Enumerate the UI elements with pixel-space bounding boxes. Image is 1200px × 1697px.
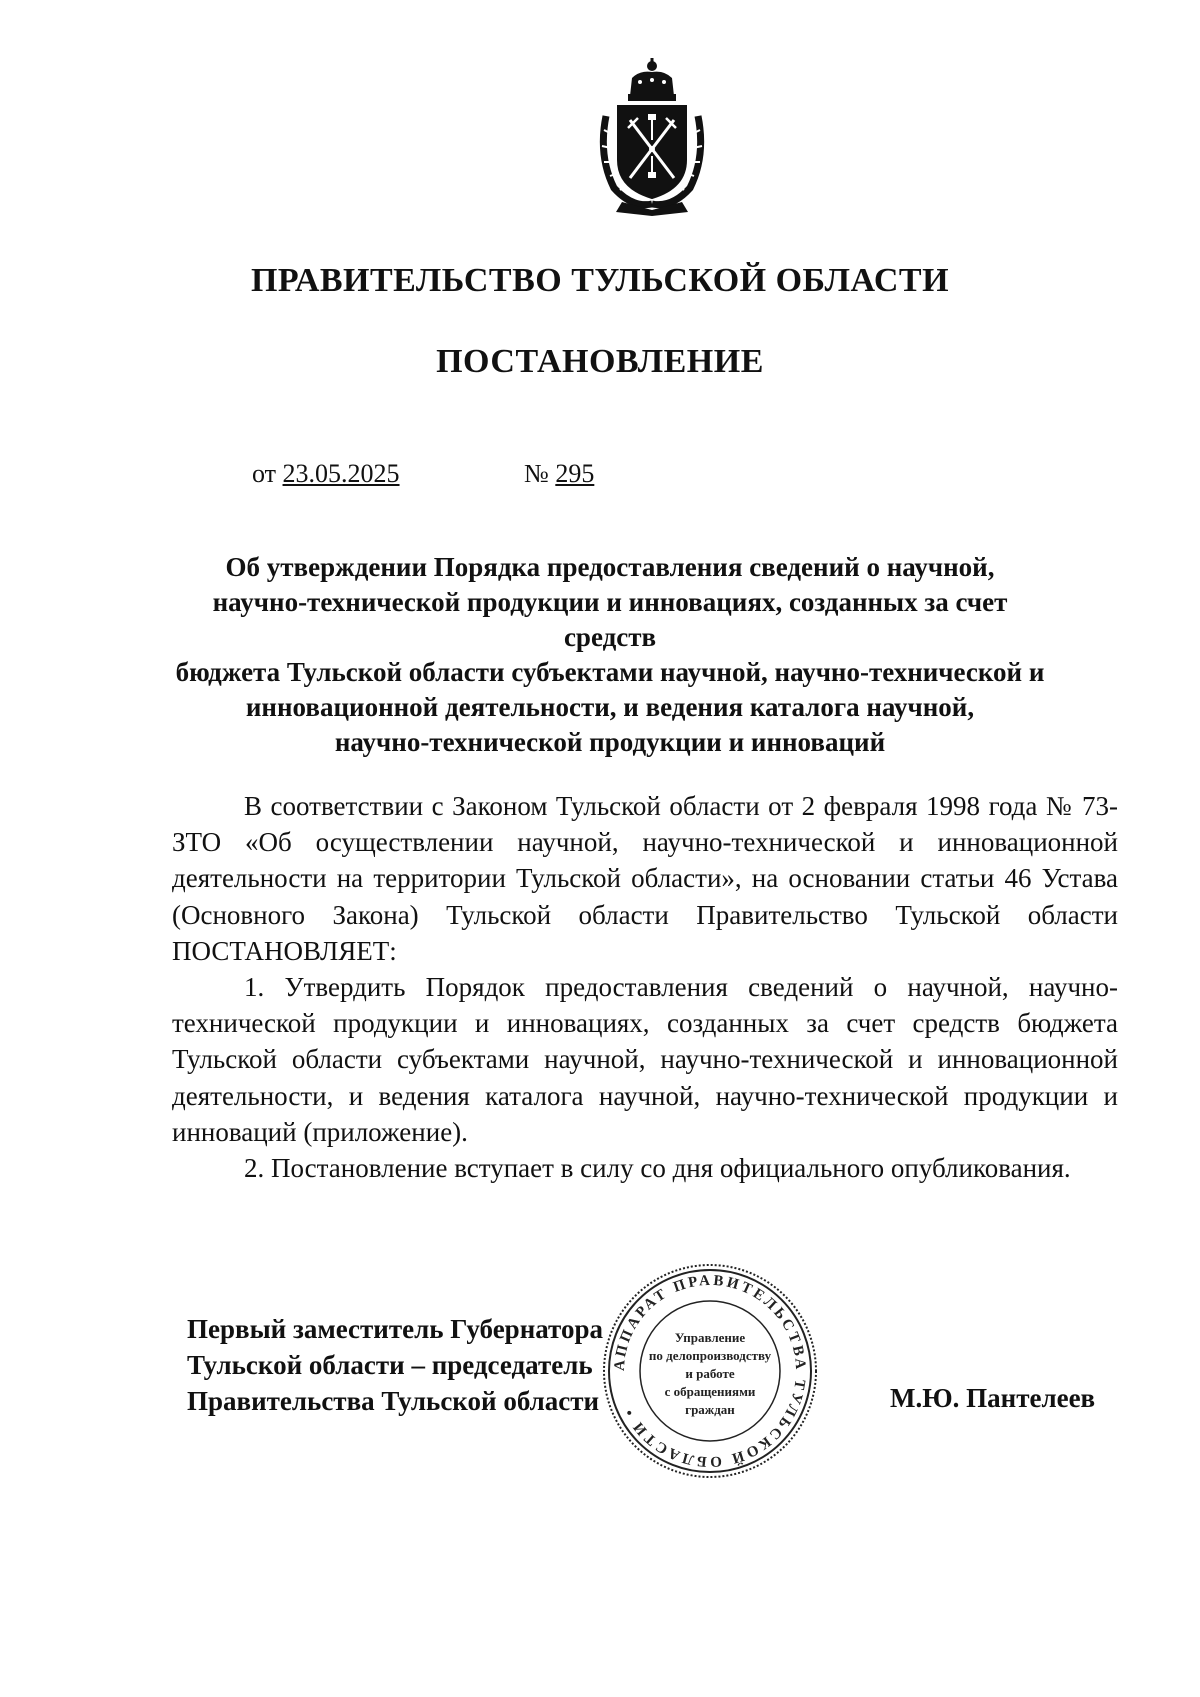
stamp-outer-text: АППАРАТ ПРАВИТЕЛЬСТВА ТУЛЬСКОЙ ОБЛАСТИ • [611, 1272, 809, 1470]
document-number [524, 459, 594, 489]
stamp-inner-line: и работе [685, 1366, 735, 1381]
document-type: ПОСТАНОВЛЕНИЕ [436, 343, 764, 380]
subject-line: инновационной деятельности, и ведения каталога научной, [245, 692, 975, 722]
tula-coat-of-arms-icon [592, 56, 712, 216]
document-date [252, 459, 400, 489]
organization-title: ПРАВИТЕЛЬСТВО ТУЛЬСКОЙ ОБЛАСТИ [250, 262, 950, 299]
subject-line: научно-технической продукции и инноваций [334, 727, 886, 757]
document-body [172, 788, 1118, 1186]
document-subject [170, 550, 1050, 760]
official-stamp [600, 1262, 820, 1480]
signer-position-line: Тульской области – председатель [187, 1350, 593, 1380]
subject-line: бюджета Тульской области субъектами научной, научно-технической и [175, 657, 1045, 687]
stamp-inner-line: с обращениями [664, 1384, 756, 1399]
number-value: 295 [555, 459, 595, 488]
date-prefix: от [252, 459, 277, 488]
signer-name: М.Ю. Пантелеев [890, 1383, 1096, 1413]
clause-1-paragraph: 1. Утвердить Порядок предоставления сведений о научной, научно-технической продукции и инновациях, созданных за счет средств бюджета Тульской области субъектами научной, научно-технической и инновационной деятельности, и ведения каталога научной, научно-технической продукции и инноваций (приложение). [172, 972, 1118, 1147]
signer-position [187, 1311, 603, 1419]
stamp-inner-line: Управление [674, 1330, 746, 1345]
coat-of-arms [592, 56, 712, 216]
date-value: 23.05.2025 [282, 459, 400, 488]
subject-line: Об утверждении Порядка предоставления сведений о научной, [225, 552, 995, 582]
stamp-inner-line: по делопроизводству [648, 1348, 772, 1363]
stamp-seal-icon [600, 1262, 820, 1480]
stamp-inner-line: граждан [685, 1402, 735, 1417]
subject-line: научно-технической продукции и инновациях, созданных за счет средств [212, 587, 1008, 652]
clause-2-paragraph: 2. Постановление вступает в силу со дня официального опубликования. [244, 1153, 1071, 1184]
preamble-paragraph: В соответствии с Законом Тульской области от 2 февраля 1998 года № 73-ЗТО «Об осуществлении научной, научно-технической и инновационной деятельности на территории Тульской области», на основании статьи 46 Устава (Основного Закона) Тульской области Правительство Тульской области ПОСТАНОВЛЯЕТ: [172, 791, 1118, 966]
number-prefix: № [524, 459, 549, 488]
signer-position-line: Правительства Тульской области [187, 1386, 600, 1416]
signer-position-line: Первый заместитель Губернатора [187, 1314, 603, 1344]
